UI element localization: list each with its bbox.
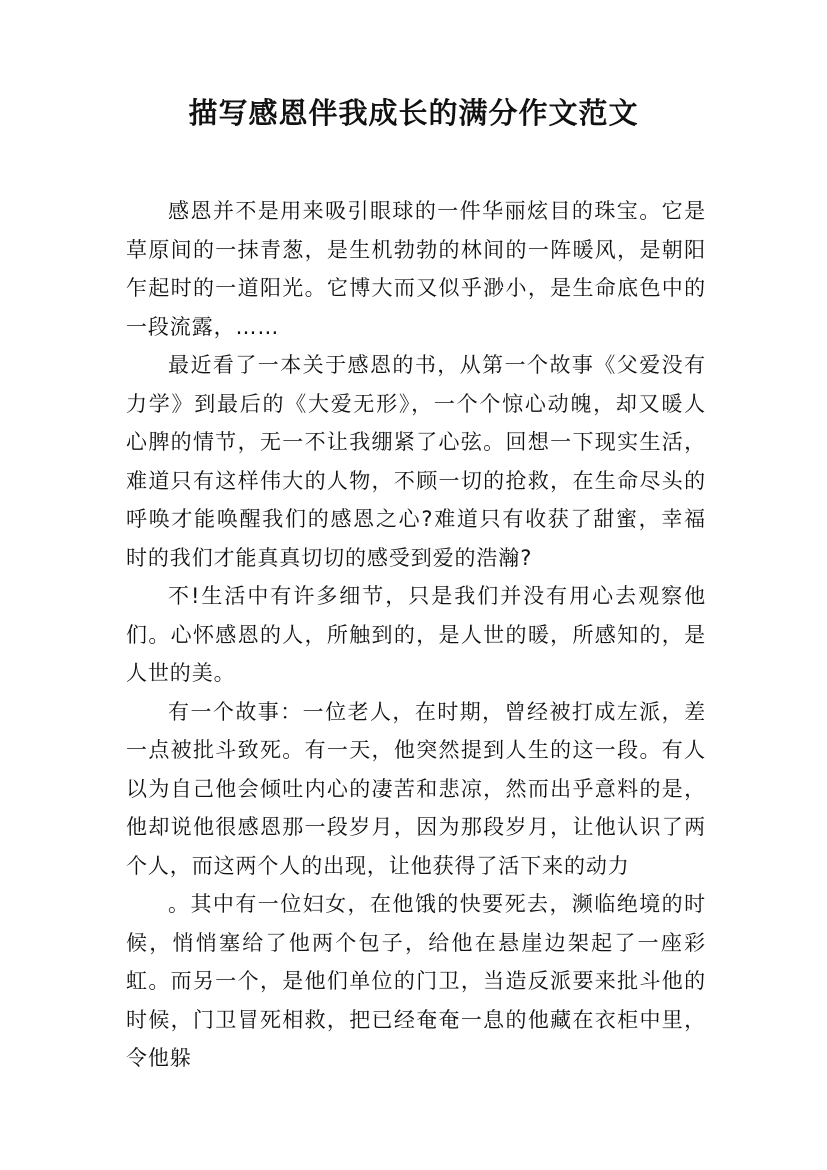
- document-title: 描写感恩伴我成长的满分作文范文: [188, 96, 639, 130]
- paragraph-1: 感恩并不是用来吸引眼球的一件华丽炫目的珠宝。它是草原间的一抹青葱，是生机勃勃的林间的一阵暖风，是朝阳乍起时的一道阳光。它博大而又似乎渺小，是生命底色中的一段流露，……: [126, 199, 706, 339]
- paragraph-5: 。其中有一位妇女，在他饿的快要死去，濒临绝境的时候，悄悄塞给了他两个包子，给他在悬崖边架起了一座彩虹。而另一个，是他们单位的门卫，当造反派要来批斗他的时候，门卫冒死相救，把已经奄奄一息的他藏在衣柜中里，令他躲: [126, 892, 706, 1070]
- paragraph-4: 有一个故事：一位老人，在时期，曾经被打成左派，差一点被批斗致死。有一天，他突然提到人生的这一段。有人以为自己他会倾吐内心的凄苦和悲凉，然而出乎意料的是，他却说他很感恩那一段岁月，因为那段岁月，让他认识了两个人，而这两个人的出现，让他获得了活下来的动力: [126, 699, 706, 878]
- paragraph-3: 不!生活中有许多细节，只是我们并没有用心去观察他们。心怀感恩的人，所触到的，是人世的暖，所感知的，是人世的美。: [126, 584, 706, 685]
- paragraph-2: 最近看了一本关于感恩的书，从第一个故事《父爱没有力学》到最后的《大爱无形》，一个个惊心动魄，却又暖人心脾的情节，无一不让我绷紧了心弦。回想一下现实生活，难道只有这样伟大的人物，不顾一切的抢救，在生命尽头的呼唤才能唤醒我们的感恩之心?难道只有收获了甜蜜，幸福时的我们才能真真切切的感受到爱的浩瀚?: [126, 353, 706, 570]
- document-body: [126, 192, 706, 1078]
